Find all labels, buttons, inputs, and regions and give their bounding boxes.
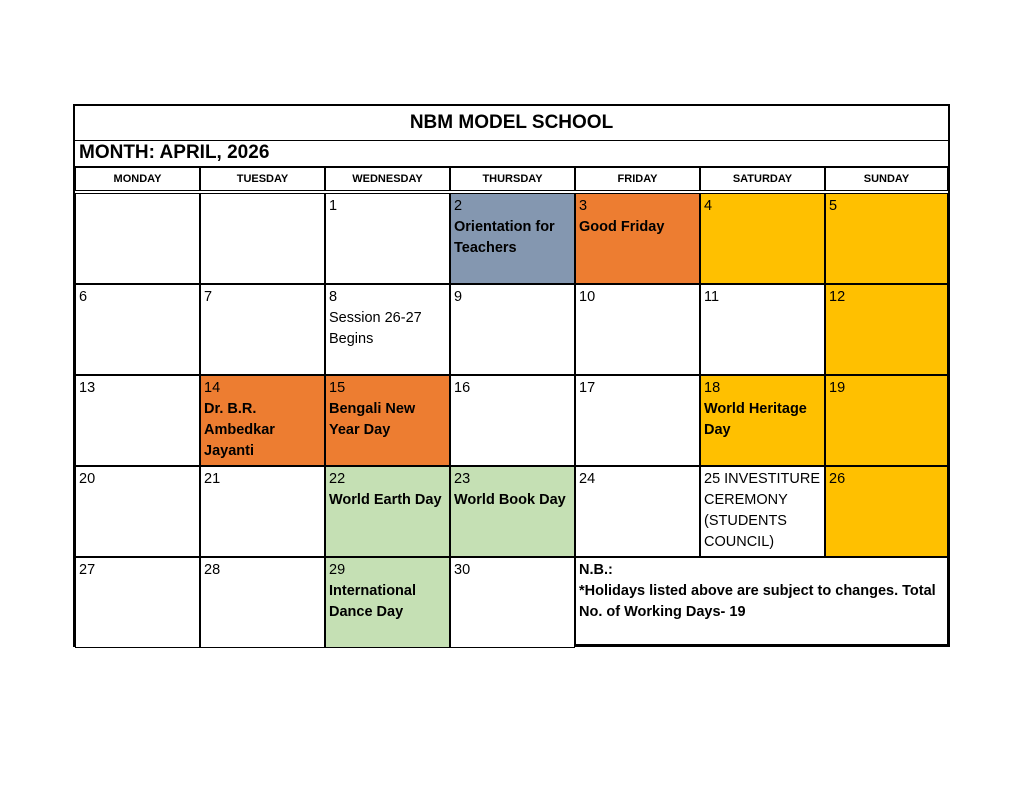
day-event: Orientation for Teachers (454, 219, 555, 256)
day-number: 1 (329, 198, 338, 214)
day-cell (75, 557, 200, 648)
day-event: World Heritage Day (704, 401, 807, 438)
day-number: 27 (79, 562, 96, 578)
day-number: 29 (329, 562, 346, 578)
day-cell (200, 557, 325, 648)
day-cell (825, 375, 948, 466)
day-number: 19 (829, 380, 846, 396)
day-cell (450, 557, 575, 648)
day-number: 28 (204, 562, 221, 578)
day-number: 22 (329, 471, 346, 487)
day-number: 12 (829, 289, 846, 305)
day-cell (75, 284, 200, 375)
day-cell (450, 193, 575, 284)
day-number: 14 (204, 380, 221, 396)
day-number: 4 (704, 198, 713, 214)
day-number: 18 (704, 380, 721, 396)
weekday-saturday: SATURDAY (700, 167, 825, 191)
day-cell (825, 193, 948, 284)
day-number: 15 (329, 380, 346, 396)
day-number: 24 (579, 471, 596, 487)
day-event: International Dance Day (329, 583, 417, 620)
day-number: 11 (704, 289, 720, 305)
day-event: World Earth Day (329, 492, 442, 508)
day-cell (75, 375, 200, 466)
day-cell (325, 466, 450, 557)
day-cell (575, 466, 700, 557)
day-number: 8 (329, 289, 338, 305)
day-number: 16 (454, 380, 471, 396)
day-event: Bengali New Year Day (329, 401, 416, 438)
weekday-tuesday: TUESDAY (200, 167, 325, 191)
day-number: 30 (454, 562, 471, 578)
weekday-sunday: SUNDAY (825, 167, 948, 191)
school-title: NBM MODEL SCHOOL (75, 106, 948, 141)
calendar-sheet (73, 104, 950, 647)
day-cell (575, 193, 700, 284)
day-cell (200, 284, 325, 375)
day-number: 13 (79, 380, 96, 396)
day-cell (450, 375, 575, 466)
day-number: 26 (829, 471, 846, 487)
day-event: Good Friday (579, 219, 665, 235)
weekday-wednesday: WEDNESDAY (325, 167, 450, 191)
day-number: 20 (79, 471, 96, 487)
day-cell (200, 193, 325, 284)
day-cell (450, 466, 575, 557)
day-number: 17 (579, 380, 596, 396)
day-event: World Book Day (454, 492, 566, 508)
day-cell (700, 375, 825, 466)
day-number: 2 (454, 198, 463, 214)
day-number: 21 (204, 471, 221, 487)
day-number: 10 (579, 289, 596, 305)
day-number: 9 (454, 289, 463, 305)
weekday-thursday: THURSDAY (450, 167, 575, 191)
day-event: Session 26-27 Begins (329, 310, 422, 347)
weekday-header-row (75, 167, 948, 193)
day-cell (450, 284, 575, 375)
day-cell (325, 557, 450, 648)
day-cell (325, 284, 450, 375)
calendar-grid (75, 193, 948, 645)
day-cell (325, 193, 450, 284)
notes-heading: N.B.: (579, 562, 613, 578)
day-number: 3 (579, 198, 588, 214)
day-cell (575, 284, 700, 375)
day-number: 25 INVESTITURE CEREMONY (STUDENTS COUNCIL) (704, 471, 821, 550)
day-cell (75, 193, 200, 284)
notes-text: *Holidays listed above are subject to changes. Total No. of Working Days- 19 (579, 583, 936, 620)
day-cell (825, 466, 948, 557)
day-number: 5 (829, 198, 838, 214)
day-event: Dr. B.R. Ambedkar Jayanti (204, 401, 275, 459)
day-cell (700, 193, 825, 284)
day-cell (75, 466, 200, 557)
day-number: 6 (79, 289, 88, 305)
day-cell (200, 466, 325, 557)
day-number: 7 (204, 289, 213, 305)
day-cell (700, 284, 825, 375)
day-cell (200, 375, 325, 466)
day-cell (825, 284, 948, 375)
day-cell (700, 466, 825, 557)
weekday-monday: MONDAY (75, 167, 200, 191)
day-number: 23 (454, 471, 471, 487)
day-cell (325, 375, 450, 466)
day-cell (575, 375, 700, 466)
notes-cell (575, 557, 948, 645)
weekday-friday: FRIDAY (575, 167, 700, 191)
month-title: MONTH: APRIL, 2026 (75, 140, 948, 167)
